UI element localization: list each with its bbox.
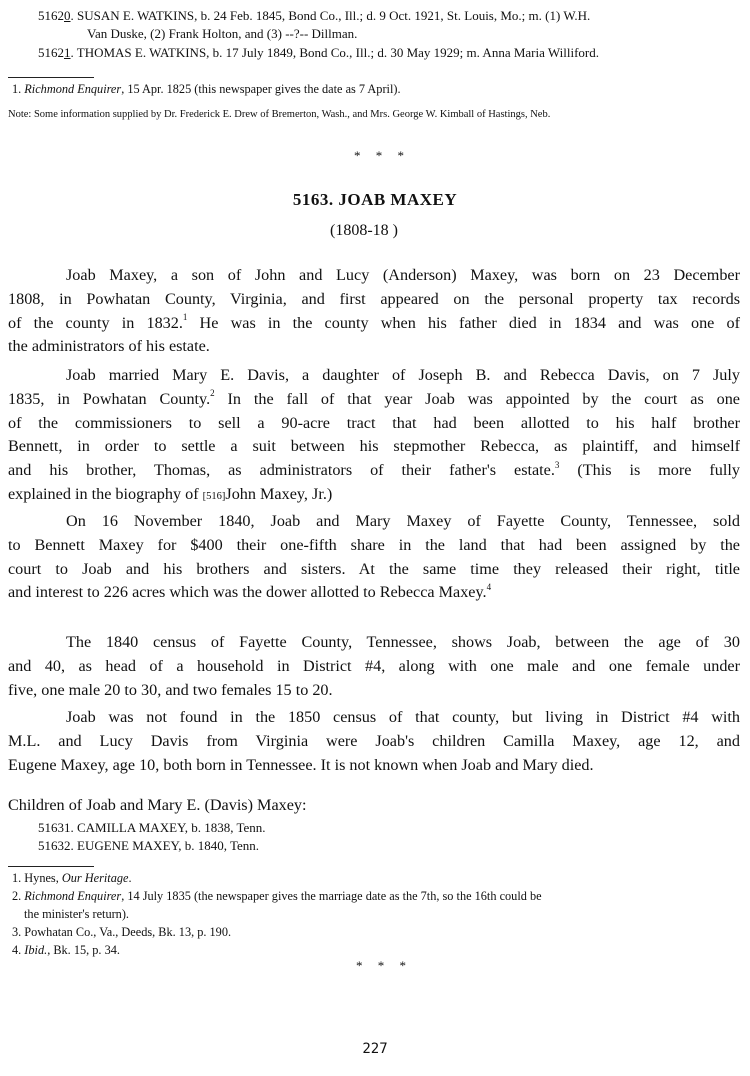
children-heading: Children of Joab and Mary E. (Davis) Maxey: [8,796,307,814]
footnote-2: 2. Richmond Enquirer, 14 July 1835 (the newspaper gives the marriage date as the 7th, so the 16th could be [12,889,542,903]
footnote-4: 4. Ibid., Bk. 15, p. 34. [12,943,120,957]
paragraph-line: Bennett, in order to settle a suit between his stepmother Rebecca, as plaintiff, and himself [8,437,740,456]
paragraph-line: and his brother, Thomas, as administrators of their father's estate.$^3$ (This is more fully [8,459,740,480]
paragraph-line: and 40, as head of a household in District #4, along with one male and one female under [8,656,740,675]
separator-bottom: * * * [356,958,412,973]
page-title: 5163. JOAB MAXEY [292,190,458,209]
paragraph-line: Joab Maxey, a son of John and Lucy (Anderson) Maxey, was born on 23 December [66,266,740,284]
footnote-ref: 2 [210,388,215,399]
note: Note: Some information supplied by Dr. Frederick E. Drew of Bremerton, Wash., and Mrs. George W. Kimball of Hastings, Neb. [8,109,551,120]
paragraph-line: Eugene Maxey, age 10, both born in Tennessee. It is not known when Joab and Mary died. [8,755,594,774]
entry-text: THOMAS E. WATKINS, b. 17 July 1849, Bond Co., Ill.; d. 30 May 1929; m. Anna Maria Williford. [76,45,599,60]
paragraph-line: and interest to 226 acres which was the dower allotted to Rebecca Maxey.$^4$ [8,582,492,602]
paragraph-3 [8,510,740,605]
entry-text: SUSAN E. WATKINS, b. 24 Feb. 1845, Bond Co., Ill.; d. 9 Oct. 1921, St. Louis, Mo.; m. (1) W.H. [77,8,591,23]
footnote-3: 3. Powhatan Co., Va., Deeds, Bk. 13, p. 190. [12,925,232,939]
paragraph-1 [8,264,740,359]
paragraph-line: of the county in 1832.$^1$ He was in the county when his father died in 1834 and was one of [8,312,740,332]
footnote-rule [8,77,94,78]
paragraph-line: five, one male 20 to 30, and two females 15 to 20. [8,680,333,699]
footnote-rule [8,866,94,867]
paragraph-line: to Bennett Maxey for $400 their one-fifth share in the land that had been assigned by the [8,535,740,554]
entry-51620 [38,6,590,25]
paragraph-4 [8,631,740,702]
paragraph-line: On 16 November 1840, Joab and Mary Maxey of Fayette County, Tennessee, sold [66,512,740,530]
paragraph-line: court to Joab and his brothers and sisters. At the same time they released their right, title [8,559,740,578]
separator-top: * * * [354,148,410,163]
entry-number: 51620. [38,8,74,23]
entry-51621 [38,43,599,62]
footnote-1: 1. Hynes, Our Heritage. [12,871,132,885]
top-footnote: 1. Richmond Enquirer, 15 Apr. 1825 (this newspaper gives the date as 7 April). [12,82,401,96]
paragraph-2 [8,364,740,509]
lifespan-dates: (1808-18 ) [330,222,398,239]
paragraph-line: M.L. and Lucy Davis from Virginia were Joab's children Camilla Maxey, age 12, and [8,731,740,750]
paragraph-5 [8,706,740,777]
paragraph-line: 1835, in Powhatan County.$^2$ In the fall of that year Joab was appointed by the court as one [8,388,740,408]
paragraph-line: explained in the biography of [516]John Maxey, Jr.) [8,484,333,503]
child-entry: 51631. CAMILLA MAXEY, b. 1838, Tenn. [38,820,266,835]
paragraph-line: the administrators of his estate. [8,337,210,356]
paragraph-line: Joab married Mary E. Davis, a daughter of Joseph B. and Rebecca Davis, on 7 July [66,366,740,384]
footnote-ref: 1 [182,312,188,323]
footnote-2-cont: the minister's return). [24,907,130,921]
entry-number: 51621. [38,45,74,60]
page-number: 227 [362,1041,388,1057]
entry-51620-cont: Van Duske, (2) Frank Holton, and (3) --?-- Dillman. [87,26,358,41]
paragraph-line: 1808, in Powhatan County, Virginia, and first appeared on the personal property tax records [8,289,740,308]
paragraph-line: Joab was not found in the 1850 census of that county, but living in District #4 with [66,708,740,726]
footnote-ref: 3 [554,459,560,470]
paragraph-line: The 1840 census of Fayette County, Tennessee, shows Joab, between the age of 30 [66,633,740,651]
footnote-ref: 4 [486,582,492,592]
child-entry: 51632. EUGENE MAXEY, b. 1840, Tenn. [38,838,260,853]
paragraph-line: of the commissioners to sell a 90-acre tract that had been allotted to his half brother [8,413,740,432]
